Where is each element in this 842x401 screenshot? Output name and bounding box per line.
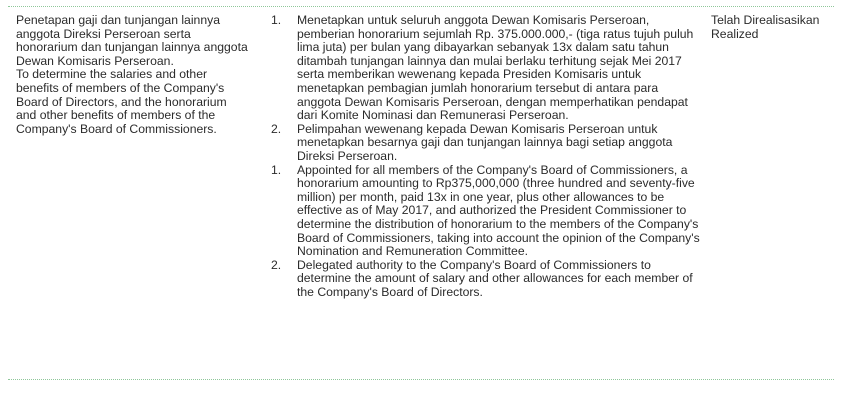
list-number: 1. xyxy=(271,13,282,27)
list-item xyxy=(271,164,701,259)
status-text-id: Telah Direalisasikan xyxy=(711,13,820,27)
resolution-column xyxy=(271,14,701,299)
list-text: Pelimpahan wewenang kepada Dewan Komisaris Perseroan untuk menetapkan besarnya gaji dan tunjangan lainnya bagi setiap anggota Direksi Perseroan. xyxy=(297,121,673,163)
list-item xyxy=(271,259,701,300)
agenda-text-id: Penetapan gaji dan tunjangan lainnya anggota Direksi Perseroan serta honorarium dan tunjangan lainnya anggota Dewan Komisaris Perseroan. xyxy=(16,13,248,68)
agenda-column xyxy=(16,14,248,136)
status-column xyxy=(711,14,836,41)
agenda-text-en: To determine the salaries and other benefits of members of the Company's Board of Directors, and the honorarium and other benefits of members of the Company's Board of Commissioners. xyxy=(16,67,227,136)
list-text: Delegated authority to the Company's Board of Commissioners to determine the amount of salary and other allowances for each member of the Company's Board of Directors. xyxy=(297,257,693,299)
list-number: 2. xyxy=(271,121,282,136)
list-number: 1. xyxy=(271,162,282,177)
list-number: 2. xyxy=(271,257,282,272)
resolution-list-en xyxy=(271,164,701,300)
resolution-list-id xyxy=(271,14,701,164)
top-divider xyxy=(8,6,834,7)
bottom-divider xyxy=(8,379,834,380)
list-item xyxy=(271,123,701,164)
status-text-en: Realized xyxy=(711,26,759,41)
list-item xyxy=(271,14,701,123)
list-text: Menetapkan untuk seluruh anggota Dewan Komisaris Perseroan, pemberian honorarium sejumlah Rp. 375.000.000,- (tiga ratus tujuh puluh lima juta) per bulan yang dibayarkan sebanyak 13x dalam satu tahun ditambah tunjangan lainnya dan mulai berlaku terhitung sejak Mei 2017 serta memberikan wewenang kepada Presiden Komisaris untuk menetapkan pembagian jumlah honorarium tersebut di antara para anggota Dewan Komisaris Perseroan, dengan memperhatikan pendapat dari Komite Nominasi dan Remunerasi Perseroan. xyxy=(297,13,694,123)
list-text: Appointed for all members of the Company's Board of Commissioners, a honorarium amounting to Rp375,000,000 (three hundred and seventy-five million) per month, paid 13x in one year, plus other allowances to be effective as of May 2017, and authorized the President Commissioner to determine the distribution of honorarium to the members of the Company's Board of Commissioners, taking into account the opinion of the Company's Nomination and Remuneration Committee. xyxy=(297,162,700,259)
